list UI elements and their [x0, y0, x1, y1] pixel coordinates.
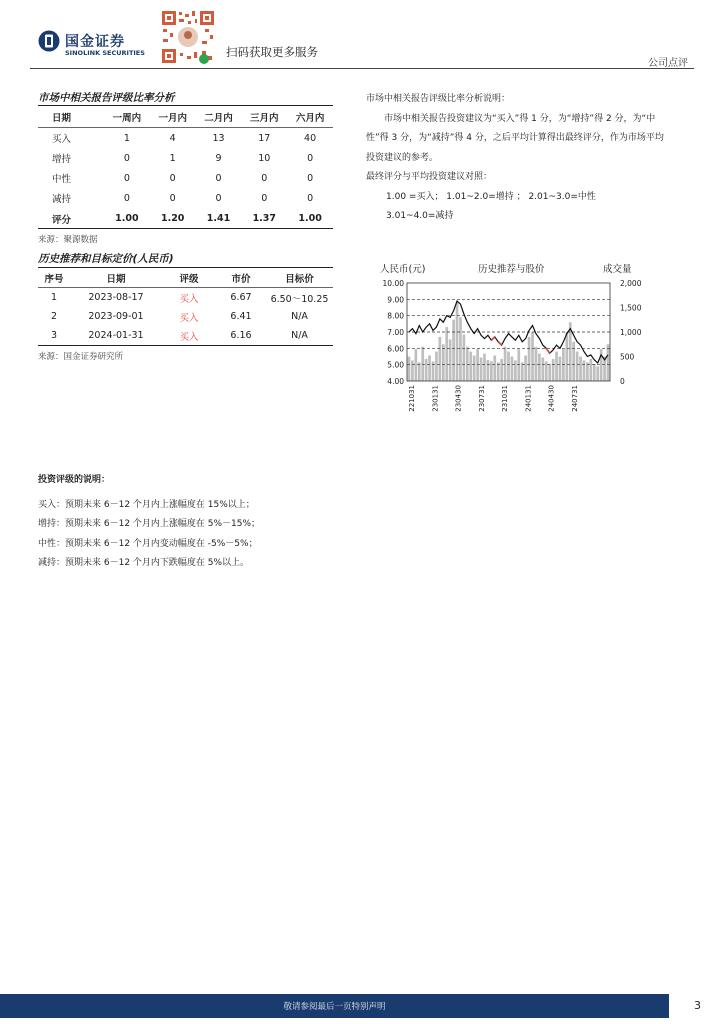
volume-bar	[562, 349, 565, 381]
volume-bar	[476, 349, 479, 381]
volume-bar	[411, 360, 414, 381]
right-tick-label: 500	[620, 352, 635, 362]
table-row	[38, 188, 333, 208]
volume-bar	[517, 349, 520, 381]
logo-english-name: SINOLINK SECURITIES	[65, 49, 145, 57]
column-header: 评级	[179, 274, 199, 285]
logo-chinese-name: 国金证券	[65, 34, 125, 50]
right-tick-label: 2,000	[620, 279, 642, 288]
volume-bar	[487, 360, 490, 381]
volume-bar	[466, 347, 469, 381]
table-row	[38, 128, 333, 148]
right-tick-label: 1,500	[620, 303, 642, 313]
x-tick-label: 240731	[571, 385, 579, 412]
volume-bar	[565, 332, 568, 381]
table-row	[38, 326, 333, 345]
volume-bar	[449, 339, 452, 381]
table-cell: 0	[261, 192, 268, 204]
volume-bar	[408, 357, 411, 382]
left-tick-label: 7.00	[387, 328, 404, 337]
volume-bar	[428, 356, 431, 381]
table-cell: 3	[50, 330, 58, 341]
table-cell: 1.20	[160, 213, 185, 224]
left-tick-label: 8.00	[387, 311, 404, 321]
left-tick-label: 10.00	[382, 279, 404, 288]
page-number: 3	[694, 999, 701, 1012]
x-tick-label: 240430	[547, 385, 556, 412]
history-source: 来源：国金证券研究所	[38, 352, 124, 362]
row-label: 评分	[52, 214, 72, 226]
table-cell: 0	[169, 192, 176, 204]
table-row	[38, 148, 333, 168]
table-cell: 0	[123, 172, 130, 184]
left-tick-label: 9.00	[387, 295, 404, 305]
volume-bar	[552, 359, 555, 381]
qr-caption: 扫码获取更多服务	[226, 45, 318, 59]
volume-bars	[408, 303, 610, 381]
volume-bar	[593, 364, 596, 381]
table-header-row	[38, 106, 333, 128]
left-tick-label: 6.00	[387, 344, 404, 354]
right-tick-label: 0	[620, 377, 625, 386]
table-cell: 0	[123, 152, 130, 164]
volume-bar	[445, 327, 448, 381]
row-label: 买入	[52, 134, 72, 145]
x-tick-label: 230131	[431, 385, 440, 412]
row-label: 减持	[52, 194, 72, 205]
chart-right-axis-label: 成交量	[603, 264, 632, 275]
volume-bar	[531, 332, 534, 381]
table-row	[38, 168, 333, 188]
volume-bar	[456, 303, 459, 381]
table-cell: 40	[304, 132, 317, 144]
price-history-chart	[370, 258, 642, 418]
description-title: 市场中相关报告评级比率分析说明：	[366, 94, 511, 104]
volume-bar	[572, 342, 575, 381]
x-tick-label: 230731	[477, 385, 486, 412]
table-cell: N/A	[291, 330, 308, 341]
table-cell: 1.37	[252, 213, 277, 224]
volume-bar	[504, 347, 507, 381]
volume-bar	[425, 359, 428, 381]
right-tick-label: 1,000	[620, 328, 642, 337]
volume-bar	[514, 360, 517, 381]
volume-bar	[473, 356, 476, 381]
volume-bar	[507, 352, 510, 381]
left-tick-label: 4.00	[387, 377, 404, 386]
rating-marker	[491, 337, 494, 340]
volume-bar	[535, 347, 538, 381]
rating-stats-table	[38, 106, 333, 229]
column-header: 一月内	[158, 113, 187, 124]
explanation-item: 增持：预期未来 6－12 个月内上涨幅度在 5%－15%；	[38, 519, 261, 529]
table-cell: 2024-01-31	[88, 330, 144, 341]
volume-bar	[521, 362, 524, 381]
volume-bar	[480, 357, 483, 381]
table-cell: 6.50～10.25	[270, 293, 329, 305]
table-cell: 1.00	[298, 213, 322, 224]
table-cell: 0	[215, 172, 222, 184]
left-axis-ticks	[383, 279, 405, 386]
rating-table-header-rule	[38, 127, 333, 128]
left-tick-label: 5.00	[387, 360, 404, 370]
footer-bar	[0, 994, 669, 1018]
row-label: 增持	[52, 154, 72, 165]
volume-bar	[463, 334, 466, 381]
column-header: 三月内	[250, 113, 279, 124]
rating-table-bottom-rule	[38, 228, 333, 229]
header-divider	[30, 68, 694, 69]
history-table	[38, 268, 333, 345]
explanation-title: 投资评级的说明：	[38, 475, 111, 485]
volume-bar	[548, 364, 551, 381]
description-mapping-line: 3.01~4.0=减持	[386, 211, 454, 221]
description-mapping-title: 最终评分与平均投资建议对照：	[366, 172, 493, 182]
volume-bar	[459, 317, 462, 381]
column-header: 日期	[52, 113, 72, 124]
x-tick-label: 240131	[524, 385, 533, 412]
volume-bar	[418, 362, 421, 381]
footer-disclaimer: 敬请参阅最后一页特别声明	[283, 1002, 386, 1012]
volume-bar	[589, 359, 592, 381]
description-body: 市场中相关报告投资建议为“买入”得 1 分，为“增持”得 2 分，为“中性”得 3 分，为“减持”得 4 分，之后平均计算得出最终评分，作为市场平均投资建议的参考。	[366, 113, 664, 163]
column-header: 日期	[106, 274, 126, 285]
table-header-row	[38, 268, 333, 288]
table-cell: 6.16	[230, 330, 252, 341]
table-cell: 1	[123, 132, 130, 144]
rating-stats-title: 市场中相关报告评级比率分析	[38, 92, 175, 104]
volume-bar	[500, 359, 503, 381]
table-cell: 1	[169, 152, 176, 164]
volume-bar	[607, 344, 610, 381]
volume-bar	[583, 360, 586, 381]
table-cell: 2023-09-01	[88, 311, 144, 322]
volume-bar	[452, 320, 455, 381]
rating-description	[366, 90, 666, 227]
x-tick-label: 231031	[501, 385, 510, 412]
volume-bar	[497, 362, 500, 381]
table-cell: 10	[258, 152, 271, 164]
table-cell: 0	[215, 192, 222, 204]
report-type-label: 公司点评	[648, 58, 688, 69]
rating-cell: 买入	[179, 331, 199, 343]
history-table-bottom-rule	[38, 345, 333, 346]
x-tick-label: 221031	[408, 385, 416, 412]
explanation-item: 买入：预期未来 6－12 个月内上涨幅度在 15%以上；	[38, 499, 255, 510]
table-cell: 0	[169, 172, 176, 184]
volume-bar	[415, 349, 418, 381]
right-axis-ticks	[620, 279, 642, 386]
volume-bar	[576, 352, 579, 381]
explanation-item: 减持：预期未来 6－12 个月内下跌幅度在 5%以上。	[38, 558, 250, 568]
volume-bar	[439, 337, 442, 381]
volume-bar	[586, 362, 589, 381]
table-cell: 0	[307, 172, 314, 184]
rating-cell: 买入	[179, 293, 199, 305]
company-logo	[38, 30, 148, 60]
column-header: 目标价	[285, 274, 314, 285]
description-mapping-line: 1.00 =买入； 1.01~2.0=增持 ； 2.01~3.0=中性	[386, 191, 596, 202]
table-cell: 9	[215, 152, 222, 164]
volume-bar	[555, 352, 558, 381]
volume-bar	[421, 347, 424, 381]
volume-bar	[469, 352, 472, 381]
table-cell: 13	[212, 132, 225, 144]
volume-bar	[541, 357, 544, 381]
table-cell: 6.67	[230, 292, 252, 303]
score-row	[38, 208, 333, 229]
x-axis-ticks	[408, 385, 579, 412]
rating-source: 来源：聚源数据	[38, 235, 98, 245]
volume-bar	[559, 357, 562, 382]
column-header: 六月内	[295, 113, 325, 124]
volume-bar	[579, 357, 582, 382]
table-cell: 4	[169, 132, 176, 144]
table-cell: 6.41	[230, 311, 252, 322]
table-cell: 0	[123, 192, 130, 204]
table-row	[38, 307, 333, 326]
x-tick-label: 230430	[454, 385, 463, 412]
table-cell: 0	[307, 152, 314, 164]
volume-bar	[511, 357, 514, 382]
explanation-item: 中性：预期未来 6－12 个月内变动幅度在 -5%－5%；	[38, 538, 258, 549]
table-row	[38, 288, 333, 307]
rating-cell: 买入	[179, 312, 199, 324]
volume-bar	[524, 356, 527, 381]
volume-bar	[538, 354, 541, 381]
table-cell: 2	[50, 311, 58, 322]
volume-bar	[483, 354, 486, 381]
rating-explanation	[38, 471, 260, 574]
row-label: 中性	[52, 174, 72, 185]
rating-marker	[546, 348, 549, 353]
table-cell: 0	[261, 172, 268, 184]
table-cell: N/A	[291, 311, 308, 322]
table-cell: 2023-08-17	[88, 292, 144, 303]
table-cell: 1.41	[206, 213, 231, 224]
history-table-header-rule	[38, 287, 333, 288]
table-cell: 17	[258, 132, 271, 144]
history-title: 历史推荐和目标定价(人民币)	[38, 253, 174, 265]
volume-bar	[596, 366, 599, 381]
volume-bar	[442, 344, 445, 381]
table-cell: 0	[307, 192, 314, 204]
column-header: 一周内	[112, 113, 142, 124]
chart-title: 历史推荐与股价	[478, 264, 545, 275]
qr-code-icon[interactable]	[160, 9, 216, 65]
table-cell: 1.00	[115, 213, 139, 224]
volume-bar	[528, 337, 531, 381]
column-header: 二月内	[204, 113, 233, 124]
volume-bar	[493, 356, 496, 381]
logo-mark-icon	[38, 30, 60, 52]
column-header: 序号	[44, 274, 64, 285]
volume-bar	[435, 352, 438, 381]
column-header: 市价	[231, 274, 251, 285]
table-cell: 1	[50, 292, 58, 303]
chart-left-axis-label: 人民币(元)	[380, 264, 426, 275]
rating-marker	[498, 342, 501, 345]
